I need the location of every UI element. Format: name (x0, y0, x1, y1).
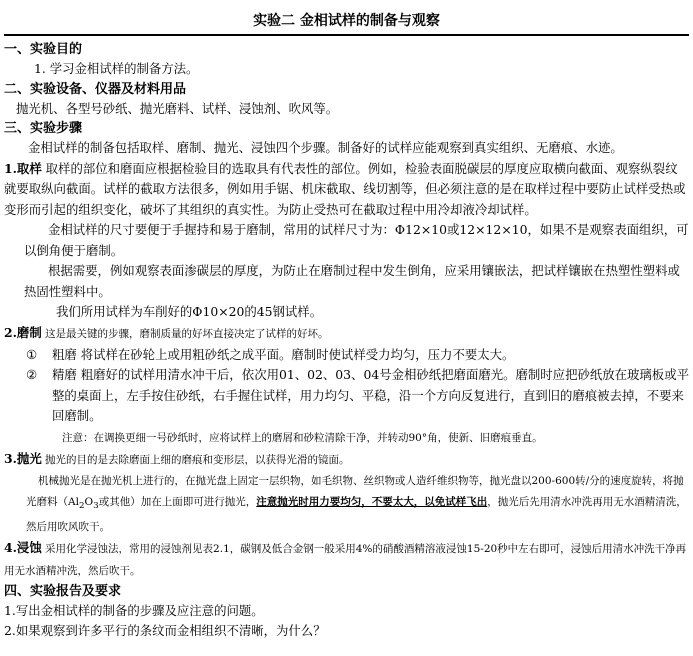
rough-grinding-text: 粗磨 将试样在砂轮上或用粗砂纸之成平面。磨制时使试样受力均匀，压力不要太大。 (52, 346, 515, 362)
polish-text-4: ，抛光后先用清水冲洗再用无水酒精清洗，然后用吹风吹干。 (26, 495, 687, 533)
sampling-label: 1.取样 (4, 160, 42, 176)
rough-grinding-item (4, 345, 689, 366)
section-4-heading: 四、实验报告及要求 (4, 583, 122, 599)
polish-sub-1: 2 (78, 500, 85, 511)
section-2-heading: 二、实验设备、仪器及材料用品 (4, 81, 187, 97)
grinding-paragraph (4, 323, 689, 345)
mechanical-polishing-paragraph (4, 471, 689, 538)
question-2: 2.如果观察到许多平行的条纹而金相组织不清晰，为什么？ (4, 623, 326, 639)
question-1: 1.写出金相试样的制备的步骤及应注意的问题。 (4, 602, 264, 618)
polishing-text: 抛光的目的是去除磨面上细的磨痕和变形层，以获得光滑的镜面。 (41, 453, 350, 466)
grinding-note: 注意：在调换更细一号砂纸时，应将试样上的磨屑和砂粒清除干净，并转动90°角，使新、旧磨痕垂直。 (62, 431, 543, 444)
specimen-paragraph: 我们所用试样为车削好的Φ10×20的45钢试样。 (56, 304, 323, 319)
polish-text-2: O (84, 495, 94, 508)
section-3-heading: 三、实验步骤 (4, 121, 83, 136)
title-rule (4, 34, 689, 36)
etching-paragraph (4, 538, 689, 582)
rough-grinding-mark: ① (26, 346, 38, 362)
etching-text: 采用化学浸蚀法，常用的浸蚀剂见表2.1，碳钢及低合金钢一般采用4%的硝酸酒精溶液浸蚀15-20秒中左右即可，浸蚀后用清水冲洗干净再用无水酒精冲洗，然后吹干。 (4, 542, 687, 577)
polish-sub-2: 3 (93, 500, 99, 511)
fine-grinding-text: 精磨 粗磨好的试样用清水冲干后，依次用01、02、03、04号金相砂纸把磨面磨光。磨制时应把砂纸放在玻璃板或平整的桌面上，左手按住砂纸，右手握住试样，用力均匀、平稳，沿一个方向反复进行，直到旧的磨痕被去掉，不要来回磨制。 (52, 367, 689, 423)
polish-text-1: 机械抛光是在抛光机上进行的，在抛光盘上固定一层织物，如毛织物、丝织物或人造纤维织物等，抛光盘以200-600转/分的速度旋转，将抛光磨料（Al (26, 474, 684, 508)
polishing-label: 3.抛光 (4, 450, 42, 466)
fine-grinding-item (4, 365, 689, 427)
sampling-text: 取样的部位和磨面应根据检验目的选取具有代表性的部位。例如，检验表面脱碳层的厚度应取横向截面、观察纵裂纹就要取纵向截面。试样的截取方法很多，例如用手锯、机床截取、线切割等，但必须注意的是在取样过程中要防止试样受热或变形而引起的组织变化，破坏了其组织的真实性。为防止受热可在截取过程中用冷却液冷却试样。 (4, 160, 686, 217)
polishing-paragraph (4, 449, 689, 471)
grinding-text: 这是最关键的步骤，磨制质量的好坏直接决定了试样的好坏。 (41, 327, 329, 340)
grinding-label: 2.磨制 (4, 324, 42, 340)
section-1-item: 1. 学习金相试样的制备方法。 (34, 61, 199, 76)
section-1-heading: 一、实验目的 (4, 42, 83, 57)
section-3-intro: 金相试样的制备包括取样、磨制、抛光、浸蚀四个步骤。制备好的试样应能观察到真实组织、无磨痕、水迹。 (28, 140, 623, 155)
polish-warning: 注意抛光时用力要均匀，不要太大，以免试样飞出 (256, 495, 488, 508)
section-2-text: 抛光机、各型号砂纸、抛光磨料、试样、浸蚀剂、吹风等。 (16, 100, 339, 116)
fine-grinding-mark: ② (26, 367, 38, 382)
polish-text-3: 或其他）加在上面即可进行抛光， (98, 495, 257, 508)
sampling-paragraph (4, 159, 689, 221)
page-title: 实验二 金相试样的制备与观察 (253, 13, 440, 29)
etching-label: 4.浸蚀 (4, 539, 42, 555)
sampling-size-paragraph: 金相试样的尺寸要便于手握持和易于磨制，常用的试样尺寸为：Φ12×10或12×12×10，如果不是观察表面组织，可以倒角便于磨制。 (24, 222, 689, 258)
mounting-paragraph: 根据需要，例如观察表面渗碳层的厚度，为防止在磨制过程中发生倒角，应采用镶嵌法，把试样镶嵌在热塑性塑料或热固性塑料中。 (24, 263, 680, 299)
